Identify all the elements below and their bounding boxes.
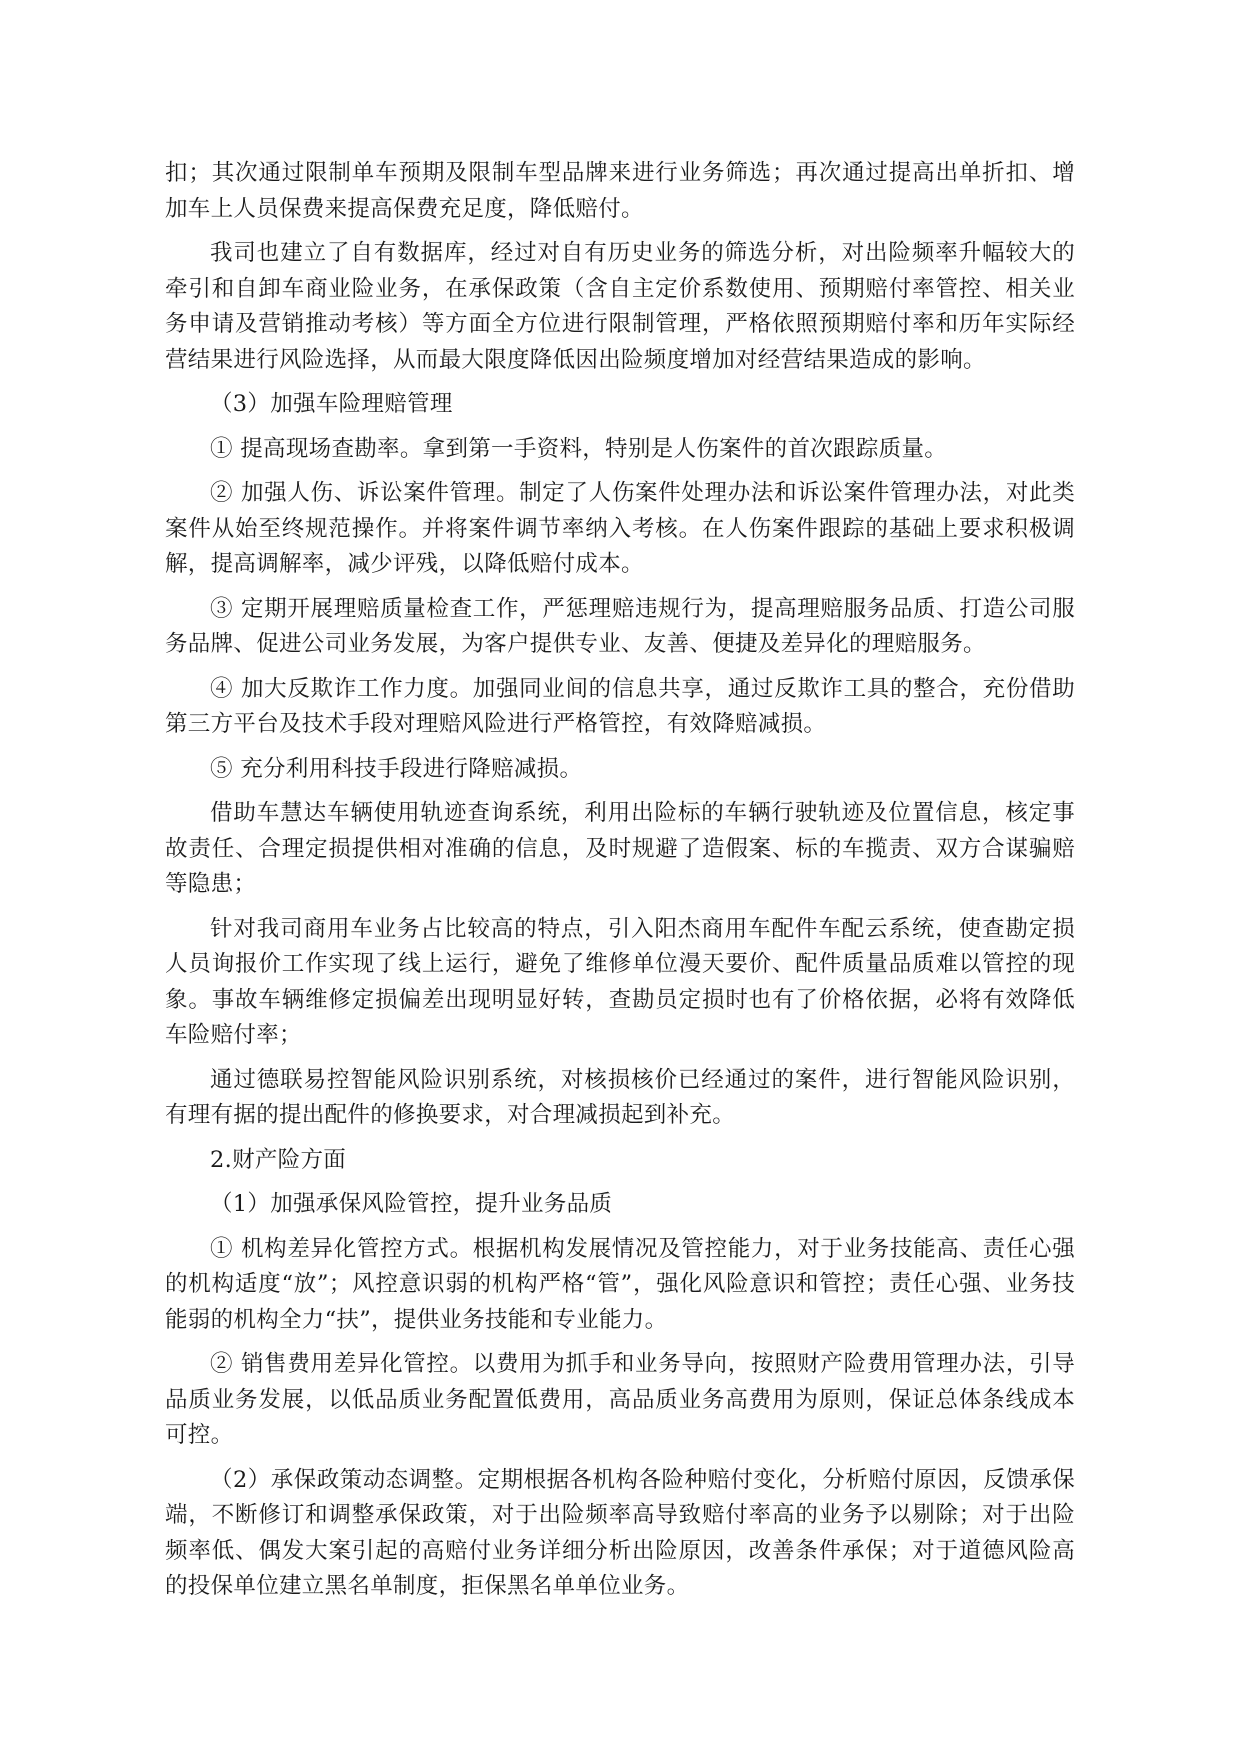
list-item-3: ③ 定期开展理赔质量检查工作，严惩理赔违规行为，提高理赔服务品质、打造公司服务品牌、促进公司业务发展，为客户提供专业、友善、便捷及差异化的理赔服务。	[165, 595, 1075, 657]
paragraph-policy-adjustment: （2）承保政策动态调整。定期根据各机构各险种赔付变化，分析赔付原因，反馈承保端，不断修订和调整承保政策，对于出险频率高导致赔付率高的业务予以剔除；对于出险频率低、偶发大案引起的高赔付业务详细分析出险原因，改善条件承保；对于道德风险高的投保单位建立黑名单制度，拒保黑名单单位业务。	[165, 1466, 1075, 1599]
paragraph-parts-cloud-system: 针对我司商用车业务占比较高的特点，引入阳杰商用车配件车配云系统，使查勘定损人员询报价工作实现了线上运行，避免了维修单位漫天要价、配件质量品质难以管控的现象。事故车辆维修定损偏差出现明显好转，查勘员定损时也有了价格依据，必将有效降低车险赔付率；	[165, 915, 1075, 1048]
paragraph-trajectory-system: 借助车慧达车辆使用轨迹查询系统，利用出险标的车辆行驶轨迹及位置信息，核定事故责任、合理定损提供相对准确的信息，及时规避了造假案、标的车揽责、双方合谋骗赔等隐患；	[165, 800, 1075, 897]
paragraph-own-database: 我司也建立了自有数据库，经过对自有历史业务的筛选分析，对出险频率升幅较大的牵引和自卸车商业险业务，在承保政策（含自主定价系数使用、预期赔付率管控、相关业务申请及营销推动考核）等方面全方位进行限制管理，严格依照预期赔付率和历年实际经营结果进行风险选择，从而最大限度降低因出险频度增加对经营结果造成的影响。	[165, 240, 1075, 373]
section-heading-claims-management: （3）加强车险理赔管理	[210, 391, 453, 417]
subsection-heading-underwriting-risk: （1）加强承保风险管控，提升业务品质	[210, 1191, 613, 1217]
section-heading-property-insurance: 2.财产险方面	[210, 1146, 347, 1173]
paragraph-risk-identification: 通过德联易控智能风险识别系统，对核损核价已经通过的案件，进行智能风险识别，有理有据的提出配件的修换要求，对合理减损起到补充。	[165, 1066, 1075, 1128]
list-item-1: ① 提高现场查勘率。拿到第一手资料，特别是人伤案件的首次跟踪质量。	[210, 435, 948, 462]
list-item-sales-expense-control: ② 销售费用差异化管控。以费用为抓手和业务导向，按照财产险费用管理办法，引导品质业务发展，以低品质业务配置低费用，高品质业务高费用为原则，保证总体条线成本可控。	[165, 1351, 1075, 1448]
list-item-5: ⑤ 充分利用科技手段进行降赔减损。	[210, 755, 583, 782]
list-item-institution-control: ① 机构差异化管控方式。根据机构发展情况及管控能力，对于业务技能高、责任心强的机构适度“放”；风控意识弱的机构严格“管”，强化风险意识和管控；责任心强、业务技能弱的机构全力“扶”，提供业务技能和专业能力。	[165, 1235, 1075, 1333]
list-item-2: ② 加强人伤、诉讼案件管理。制定了人伤案件处理办法和诉讼案件管理办法，对此类案件从始至终规范操作。并将案件调节率纳入考核。在人伤案件跟踪的基础上要求积极调解，提高调解率，减少评残，以降低赔付成本。	[165, 480, 1075, 577]
document-body	[165, 156, 1075, 1614]
paragraph-continuation: 扣；其次通过限制单车预期及限制车型品牌来进行业务筛选；再次通过提高出单折扣、增加车上人员保费来提高保费充足度，降低赔付。	[165, 160, 1075, 222]
list-item-4: ④ 加大反欺诈工作力度。加强同业间的信息共享，通过反欺诈工具的整合，充份借助第三方平台及技术手段对理赔风险进行严格管控，有效降赔减损。	[165, 675, 1075, 737]
